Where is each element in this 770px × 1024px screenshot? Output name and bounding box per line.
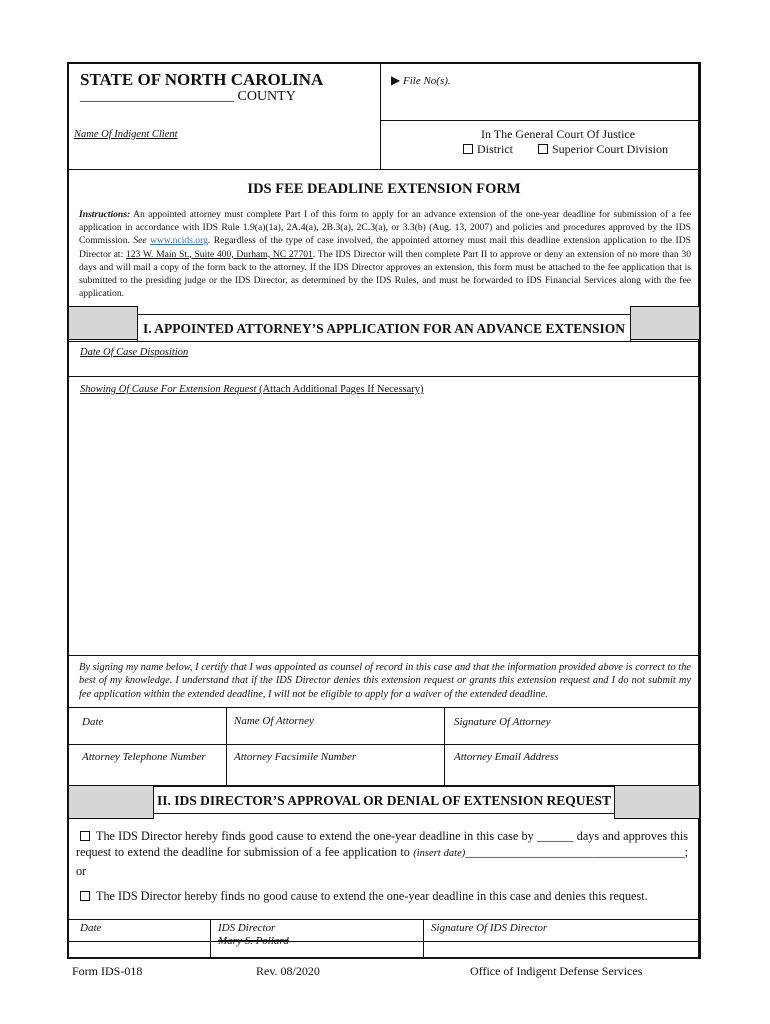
instructions-label: Instructions: <box>79 209 131 220</box>
approve-date-blank[interactable]: ____________________________________; or <box>76 845 688 878</box>
superior-court-checkbox[interactable]: Superior Court Division <box>538 142 668 156</box>
instructions: Instructions: An appointed attorney must complete Part I of this form to apply for an advance extension of the one-year deadline for submission of a fee application in accordance with IDS Rule 1.9(a)(1a), 2A.4(a), 2B.3(a), 2C.3(a), or 3.3(b) (Aug. 13, 2007) and policies and procedures approved by the IDS Commission. See www.ncids.org. Regardless of the type of case involved, the appointed attorney must mail this deadline extension application to the IDS Director at: 123 W. Main St., Suite 400, Durham, NC 27701. The IDS Director will then complete Part II to approve or deny an extension of no more than 30 days and will mail a copy of the form back to the attorney. If the IDS Director approves an extension, this form must be attached to the fee application that is submitted to the presiding judge or the IDS Director, as determined by the IDS Rules, and must be forwarded to IDS Financial Services along with the fee application. <box>79 209 692 300</box>
header-divider <box>380 63 381 169</box>
part1-shade-right <box>630 306 700 340</box>
state-title: STATE OF NORTH CAROLINA <box>80 70 324 89</box>
part2-shade-left <box>68 785 154 819</box>
part1-title: I. APPOINTED ATTORNEY’S APPLICATION FOR AN ADVANCE EXTENSION <box>137 314 631 342</box>
checkbox-icon <box>463 144 473 154</box>
cause-label: Showing Of Cause For Extension Request <box>80 384 257 395</box>
checkbox-icon <box>538 144 548 154</box>
part2-shade-right <box>614 785 700 819</box>
file-no-field[interactable] <box>391 73 451 88</box>
attorney-fax-field[interactable]: Attorney Facsimile Number <box>234 751 357 763</box>
attorney-signature-field[interactable]: Signature Of Attorney <box>454 716 551 728</box>
disposition-date-field[interactable]: Date Of Case Disposition <box>80 347 189 358</box>
sig-row1-top <box>68 707 700 708</box>
cause-field[interactable] <box>80 384 424 395</box>
director-signature-field[interactable]: Signature Of IDS Director <box>431 922 548 934</box>
director-divider-1 <box>210 919 211 959</box>
deny-checkbox[interactable] <box>76 889 96 903</box>
certification-text: By signing my name below, I certify that I was appointed as counsel of record in this case and that the information provided above is correct to the best of my knowledge. I understand that if the IDS Director denies this extension request or grants this extension request and I do not submit my fee application within the extended deadline, I will not be eligible to apply for a waiver of the extended deadline. <box>79 662 691 700</box>
part2-title: II. IDS DIRECTOR’S APPROVAL OR DENIAL OF EXTENSION REQUEST <box>153 786 615 814</box>
sig-row-divider-2 <box>444 707 445 785</box>
ncids-link[interactable]: www.ncids.org <box>150 235 208 247</box>
header-bottom <box>68 169 700 170</box>
court-title: In The General Court Of Justice <box>481 127 636 141</box>
director-name: Mary S. Pollard <box>218 935 289 947</box>
cause-bottom <box>68 655 700 656</box>
sig-row1-bottom <box>68 744 700 745</box>
director-label: IDS Director <box>218 922 276 934</box>
part1-bar-bottom <box>68 341 700 342</box>
file-no-label: File No(s). <box>402 75 451 87</box>
director-date-field[interactable]: Date <box>80 922 102 934</box>
play-arrow-icon: ▶ <box>391 73 401 87</box>
form-title: IDS FEE DEADLINE EXTENSION FORM <box>247 181 521 197</box>
attorney-email-field[interactable]: Attorney Email Address <box>454 751 559 763</box>
approve-checkbox[interactable] <box>76 829 96 843</box>
attorney-phone-field[interactable]: Attorney Telephone Number <box>82 751 206 763</box>
form-number: Form IDS-018 <box>72 964 143 978</box>
approve-paragraph: The IDS Director hereby finds good cause to extend the one-year deadline in this case by ______ days and approves this request to extend the deadline for submission of a fee application to (insert date)____________________________________; or <box>76 829 688 878</box>
cause-note: (Attach Additional Pages If Necessary) <box>256 384 424 395</box>
sig-row-divider-1 <box>226 707 227 785</box>
director-divider-2 <box>423 919 424 959</box>
court-options <box>463 142 668 157</box>
part1-shade-left <box>68 306 138 340</box>
see-label: See <box>133 235 147 247</box>
attorney-name-field[interactable]: Name Of Attorney <box>234 715 314 727</box>
checkbox-icon <box>80 891 90 901</box>
file-no-bottom <box>380 120 700 121</box>
county-label: COUNTY <box>237 89 296 104</box>
director-row-mid <box>68 941 700 942</box>
disposition-bottom <box>68 376 700 377</box>
client-name-label: Name Of Indigent Client <box>74 129 178 140</box>
checkbox-icon <box>80 831 90 841</box>
insert-date-label: (insert date) <box>413 848 466 860</box>
district-checkbox[interactable]: District <box>463 142 513 156</box>
director-row-top <box>68 919 700 920</box>
office-name: Office of Indigent Defense Services <box>470 964 643 978</box>
ids-address: 123 W. Main St., Suite 400, Durham, NC 27701 <box>125 248 313 260</box>
revision-date: Rev. 08/2020 <box>256 964 320 978</box>
county-line[interactable] <box>80 89 296 105</box>
deny-paragraph: The IDS Director hereby finds no good cause to extend the one-year deadline in this case and denies this request. <box>76 888 688 904</box>
county-blank[interactable]: ______________________ <box>80 89 234 104</box>
attorney-date-field[interactable]: Date <box>82 716 104 728</box>
